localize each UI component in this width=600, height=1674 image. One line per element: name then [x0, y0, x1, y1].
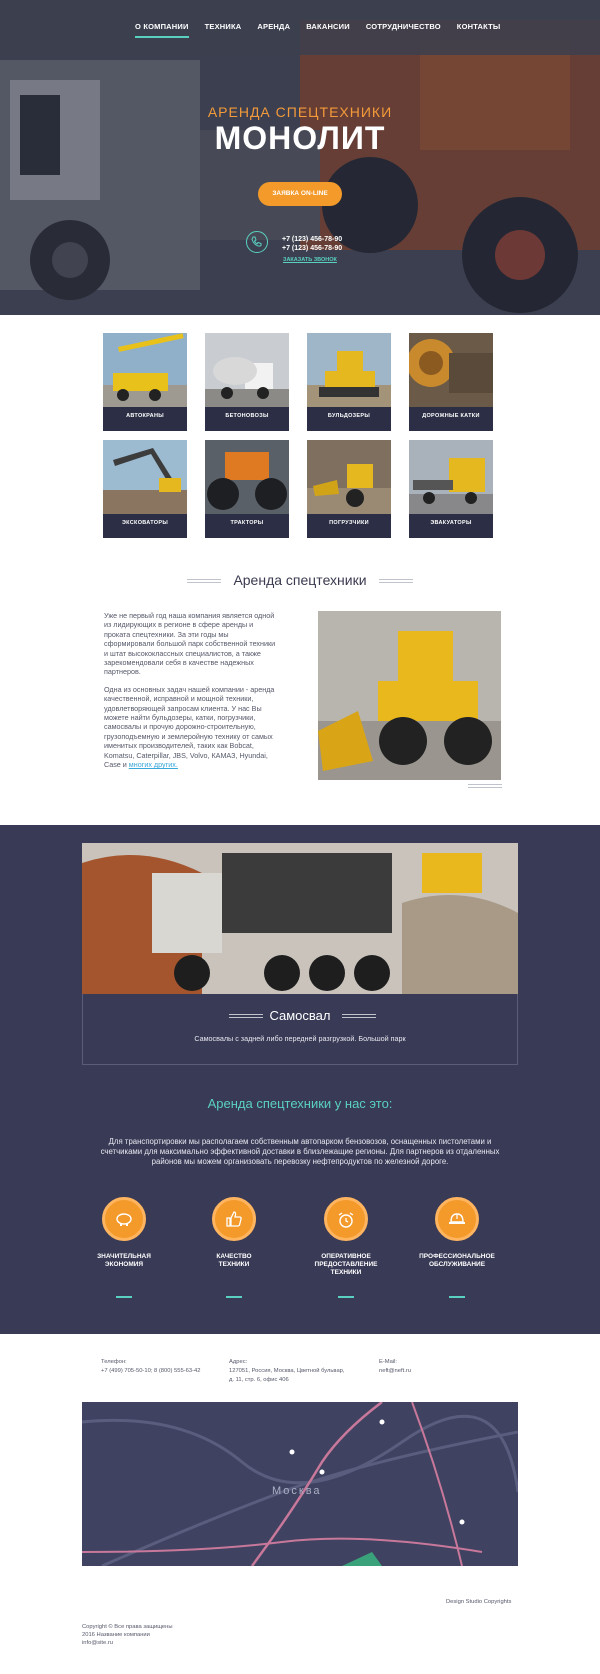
feature-economy [74, 1197, 174, 1269]
phone-icon [246, 231, 268, 253]
wheel-loader-image [318, 611, 501, 780]
crane-image [103, 333, 187, 407]
catalog-card-road-rollers[interactable] [409, 333, 493, 431]
feature-label: ЗНАЧИТЕЛЬНАЯ ЭКОНОМИЯ [97, 1253, 151, 1268]
catalog-label: ДОРОЖНЫЕ КАТКИ [422, 413, 480, 419]
truck-title-decoration-right [342, 1014, 376, 1018]
nav-item-equipment[interactable]: ТЕХНИКА [204, 22, 242, 31]
contact-email-value[interactable]: neft@neft.ru [379, 1368, 411, 1374]
title-decoration-right [379, 579, 413, 583]
catalog-card-loaders[interactable] [307, 440, 391, 538]
contact-address-label: Адрес: [229, 1359, 248, 1365]
benefits-heading: Аренда спецтехники у нас это: [207, 1096, 393, 1111]
contact-email-label: E-Mail: [379, 1359, 398, 1365]
feature-underline [449, 1296, 465, 1298]
catalog-card-excavators[interactable] [103, 440, 187, 538]
footer-email[interactable]: info@site.ru [82, 1640, 114, 1646]
thumbs-up-icon [212, 1197, 256, 1241]
feature-underline [338, 1296, 354, 1298]
excavator-image [103, 440, 187, 514]
road-roller-image [409, 333, 493, 407]
catalog-label: ПОГРУЗЧИКИ [329, 520, 369, 526]
feature-service [407, 1197, 507, 1269]
truck-title: Самосвал [269, 1008, 331, 1023]
bulldozer-image [307, 333, 391, 407]
feature-speed [296, 1197, 396, 1277]
more-brands-link[interactable]: многих других. [128, 760, 178, 770]
contact-phone-label: Телефон: [101, 1359, 127, 1365]
nav-item-contacts[interactable]: КОНТАКТЫ [456, 22, 501, 31]
contact-address [229, 1358, 345, 1385]
image-decoration [468, 784, 502, 788]
tow-truck-image [409, 440, 493, 514]
feature-underline [116, 1296, 132, 1298]
design-studio-credit[interactable]: Design Studio Copyrights [446, 1599, 512, 1605]
catalog-label: ЭВАКУАТОРЫ [430, 520, 472, 526]
catalog-label: ЭКСКОВАТОРЫ [121, 520, 169, 526]
tractor-image [205, 440, 289, 514]
feature-quality [184, 1197, 284, 1269]
alarm-clock-icon [324, 1197, 368, 1241]
about-paragraph-1: Уже не первый год наша компания является одной из лидирующих в регионе в сфере аренды и проката спецтехники. За эти годы мы сформировали большой парк собственной техники и штат высококлассных специалистов, а также зарекомендовали себя в качестве надежных партнеров. [104, 611, 276, 677]
phone-number-2[interactable]: +7 (123) 456-78-90 [282, 245, 343, 252]
nav-item-cooperation[interactable]: СОТРУДНИЧЕСТВО [365, 22, 441, 31]
callback-link[interactable]: ЗАКАЗАТЬ ЗВОНОК [283, 257, 337, 263]
about-text [104, 611, 279, 778]
truck-description: Самосвалы с задней либо передней разгрузкой. Большой парк [194, 1034, 406, 1043]
catalog-card-concrete-mixers[interactable] [205, 333, 289, 431]
concrete-mixer-image [205, 333, 289, 407]
nav-item-about[interactable]: О КОМПАНИИ [135, 22, 189, 31]
hero-subtitle: АРЕНДА СПЕЦТЕХНИКИ [207, 104, 393, 120]
catalog-label: БУЛЬДОЗЕРЫ [327, 413, 371, 419]
map-roads [82, 1402, 518, 1566]
top-navigation [0, 0, 600, 55]
nav-item-vacancies[interactable]: ВАКАНСИИ [306, 22, 350, 31]
phone-numbers [282, 235, 342, 253]
dump-truck-image [82, 843, 518, 994]
feature-underline [226, 1296, 242, 1298]
contact-address-line-1: 127051, Россия, Москва, Цветной бульвар, [229, 1368, 345, 1374]
benefits-paragraph: Для транспортировки мы располагаем собственным автопарком бензовозов, оснащенных пистолетами и счетчиками для максимально эффективной доставки в близлежащие регионы. Для партнеров из отдаленных районов мы можем организовать перевозку нефтепродуктов по железной дороге. [100, 1137, 500, 1166]
copyright-line: Copyright © Все права защищены [82, 1624, 173, 1630]
catalog-card-tow-trucks[interactable] [409, 440, 493, 538]
hero-title: МОНОЛИТ [214, 120, 386, 156]
location-map[interactable] [82, 1402, 518, 1566]
feature-label: КАЧЕСТВО ТЕХНИКИ [216, 1253, 252, 1268]
catalog-card-tractors[interactable] [205, 440, 289, 538]
nav-item-rent[interactable]: АРЕНДА [257, 22, 291, 31]
about-paragraph-2-text: Одна из основных задач нашей компании - аренда качественной, исправной и мощной техники, удовлетворяющей запросам клиента. У нас Вы можете найти бульдозеры, катки, погрузчики, самосвалы и прочую дорожно-строительную, грузоподъемную и землеройную технику от самых именитых производителей, таких как Bobcat, Komatsu, Caterpillar, JBS, Volvo, КАМАЗ, Hyundai, Case и [104, 684, 275, 770]
catalog-card-bulldozers[interactable] [307, 333, 391, 431]
nav-list [135, 22, 516, 31]
catalog-label: ТРАКТОРЫ [230, 520, 264, 526]
map-city-label: Москва [272, 1485, 322, 1497]
piggy-bank-icon [102, 1197, 146, 1241]
company-line: 2016 Название компании [82, 1632, 150, 1638]
contact-phone-value[interactable]: +7 (499) 705-50-10; 8 (800) 555-63-42 [101, 1368, 201, 1374]
catalog-card-cranes[interactable] [103, 333, 187, 431]
feature-label: ПРОФЕССИОНАЛЬНОЕ ОБСЛУЖИВАНИЕ [419, 1253, 495, 1268]
catalog-label: АВТОКРАНЫ [126, 413, 164, 419]
footer-copyright [82, 1623, 173, 1647]
contact-address-line-2: д. 11, стр. 6, офис 406 [229, 1377, 289, 1383]
contact-phone [101, 1358, 200, 1376]
about-paragraph-2 [104, 685, 279, 770]
helmet-icon [435, 1197, 479, 1241]
about-title: Аренда спецтехники [233, 572, 367, 588]
contact-email [379, 1358, 411, 1376]
phone-number-1[interactable]: +7 (123) 456-78-90 [282, 236, 343, 243]
catalog-label: БЕТОНОВОЗЫ [225, 413, 269, 419]
order-online-button[interactable]: ЗАЯВКА ON-LINE [258, 182, 342, 206]
feature-label: ОПЕРАТИВНОЕ ПРЕДОСТАВЛЕНИЕ ТЕХНИКИ [314, 1253, 378, 1276]
loader-image [307, 440, 391, 514]
